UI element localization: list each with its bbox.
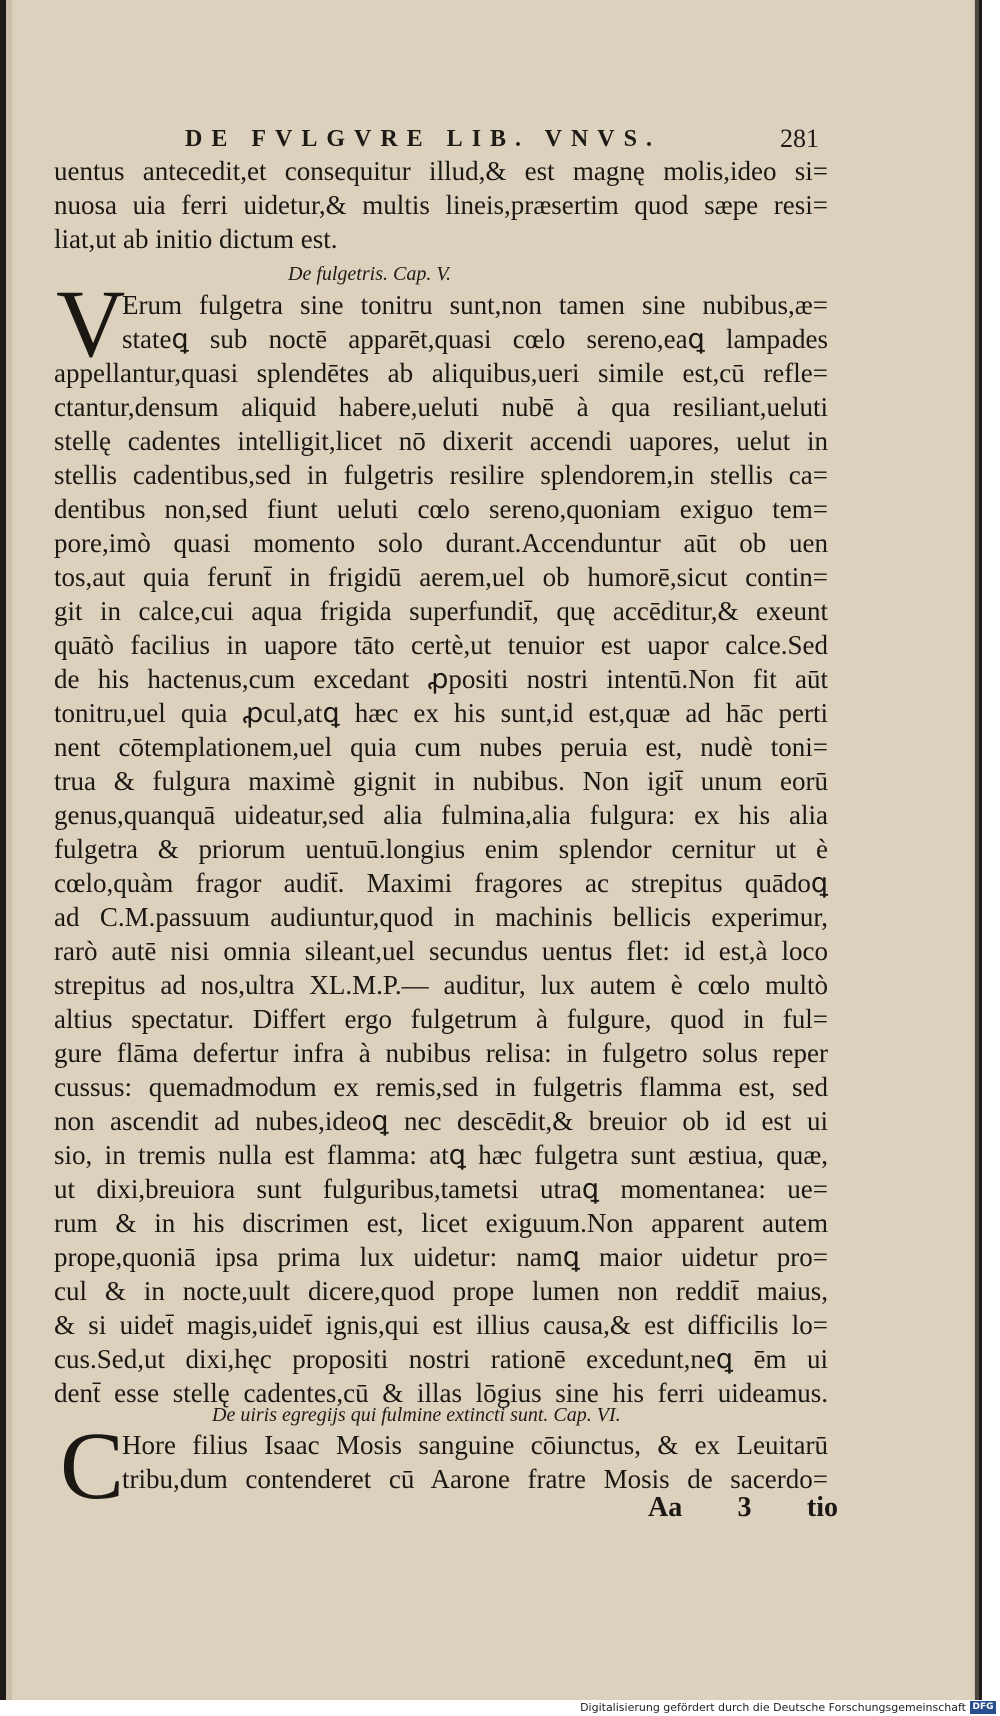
text-line: dentibus non,sed fiunt ueluti cœlo sereno,quoniam exiguo tem= (54, 494, 828, 524)
text-line: tribu,dum contenderet cū Aarone fratre Mosis de sacerdo= (122, 1464, 828, 1494)
chapter-heading: De uiris egregijs qui fulmine extincti sunt. Cap. VI. (212, 1404, 621, 1426)
text-line: gure flāma defertur infra à nubibus relisa: in fulgetro solus reper (54, 1038, 828, 1068)
text-line: ut dixi,breuiora sunt fulguribus,tametsi utraꝗ momentanea: ue= (54, 1174, 828, 1204)
text-line: & si uidet̄ magis,uidet̄ ignis,qui est illius causa,& est difficilis lo= (54, 1310, 828, 1340)
text-line: tonitru,uel quia ꝓcul,atꝗ hæc ex his sunt,id est,quæ ad hāc perti (54, 698, 828, 728)
dfg-logo-icon[interactable]: DFG (970, 1701, 996, 1714)
text-line: cœlo,quàm fragor audit̄. Maximi fragores ac strepitus quādoꝗ (54, 868, 828, 898)
drop-initial: V (56, 270, 126, 377)
text-line: ad C.M.passuum audiuntur,quod in machinis bellicis experimur, (54, 902, 828, 932)
text-line: appellantur,quasi splendētes ab aliquibus,ueri simile est,cū refle= (54, 358, 828, 388)
drop-initial: C (60, 1412, 125, 1519)
text-line: genus,quanquā uideatur,sed alia fulmina,alia fulgura: ex his alia (54, 800, 828, 830)
text-line: rarò autē nisi omnia sileant,uel secundus uentus flet: id est,à loco (54, 936, 828, 966)
text-line: nent cōtemplationem,uel quia cum nubes peruia est, nudè toni= (54, 732, 828, 762)
text-line: cul & in nocte,uult dicere,quod prope lumen non reddit̄ maius, (54, 1276, 828, 1306)
text-line: quātò facilius in uapore tāto certè,ut tenuior est uapor calce.Sed (54, 630, 828, 660)
page-number: 281 (780, 124, 819, 153)
text-line: Erum fulgetra sine tonitru sunt,non tamen sine nubibus,æ= (122, 290, 828, 320)
page-gutter-line (975, 0, 979, 1700)
text-line: non ascendit ad nubes,ideoꝗ nec descēdit,& breuior ob id est ui (54, 1106, 828, 1136)
text-line: cus.Sed,ut dixi,hęc propositi nostri rationē excedunt,neꝗ ēm ui (54, 1344, 828, 1374)
text-line: trua & fulgura maximè gignit in nubibus. Non igit̄ unum eorū (54, 766, 828, 796)
text-line: de his hactenus,cum excedant ꝓpositi nostri intentū.Non fit aūt (54, 664, 828, 694)
text-line: Hore filius Isaac Mosis sanguine cōiunctus, & ex Leuitarū (122, 1430, 828, 1460)
text-line: ctantur,densum aliquid habere,ueluti nubē à qua resiliant,ueluti (54, 392, 828, 422)
text-line: altius spectatur. Differt ergo fulgetrum à fulgure, quod in ful= (54, 1004, 828, 1034)
funding-notice: Digitalisierung gefördert durch die Deutsche Forschungsgemeinschaft (580, 1701, 966, 1714)
text-line: stellis cadentibus,sed in fulgetris resilire splendorem,in stellis ca= (54, 460, 828, 490)
chapter-heading: De fulgetris. Cap. V. (288, 263, 451, 285)
signature-catchword: Aa 3 tio (648, 1492, 838, 1523)
text-line: stateꝗ sub noctē apparēt,quasi cœlo sereno,eaꝗ lampades (122, 324, 828, 354)
text-line: stellę cadentes intelligit,licet nō dixerit accendi uapores, uelut in (54, 426, 828, 456)
margin-strip (984, 0, 1000, 1700)
text-line: dent̄ esse stellę cadentes,cū & illas lōgius sine his ferri uideamus. (54, 1378, 828, 1408)
text-line: nuosa uia ferri uidetur,& multis lineis,præsertim quod sæpe resi= (54, 190, 828, 220)
text-line: rum & in his discrimen est, licet exiguum.Non apparent autem (54, 1208, 828, 1238)
text-line: sio, in tremis nulla est flamma: atꝗ hæc fulgetra sunt æstiua, quæ, (54, 1140, 828, 1170)
text-line: prope,quoniā ipsa prima lux uidetur: namꝗ maior uidetur pro= (54, 1242, 828, 1272)
text-line: liat,ut ab initio dictum est. (54, 224, 338, 254)
running-head: DE FVLGVRE LIB. VNVS. (185, 126, 661, 152)
text-line: git in calce,cui aqua frigida superfundit̄, quę accēditur,& exeunt (54, 596, 828, 626)
text-line: tos,aut quia ferunt̄ in frigidū aerem,uel ob humorē,sicut contin= (54, 562, 828, 592)
text-line: strepitus ad nos,ultra XL.M.P.— auditur, lux autem è cœlo multò (54, 970, 828, 1000)
text-line: pore,imò quasi momento solo durant.Accenduntur aūt ob uen (54, 528, 828, 558)
text-line: fulgetra & priorum uentuū.longius enim splendor cernitur ut è (54, 834, 828, 864)
text-line: uentus antecedit,et consequitur illud,& est magnę molis,ideo si= (54, 156, 828, 186)
text-line: cussus: quemadmodum ex remis,sed in fulgetris flamma est, sed (54, 1072, 828, 1102)
